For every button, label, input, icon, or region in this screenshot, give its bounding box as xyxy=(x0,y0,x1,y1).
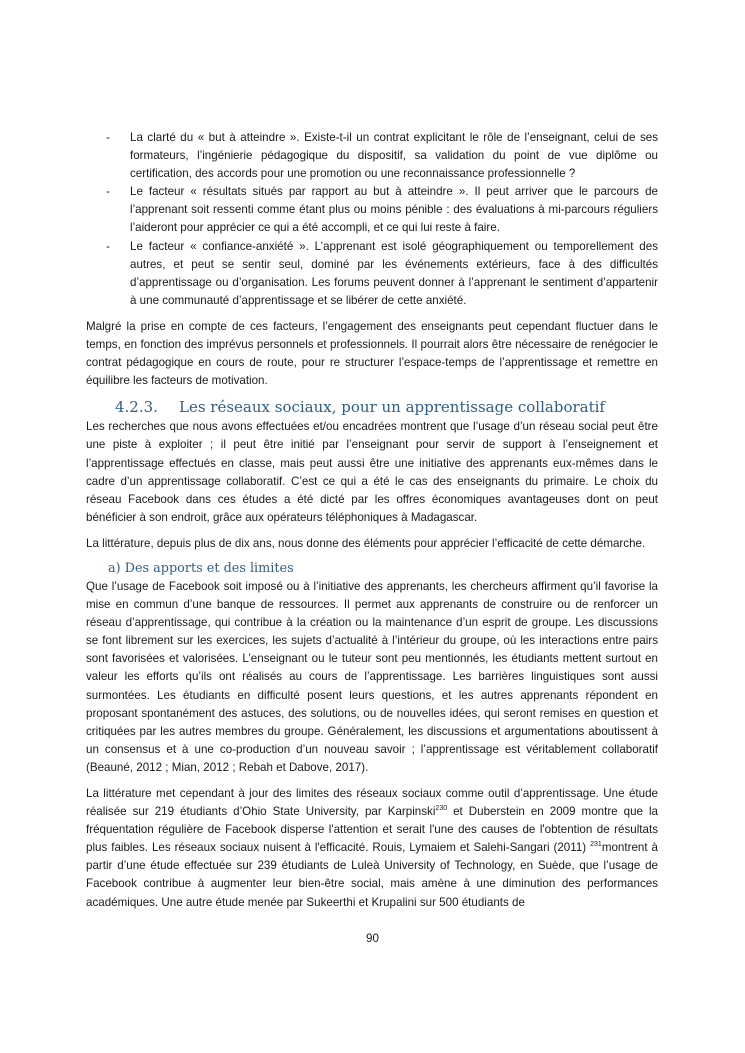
subsection-title: Des apports et des limites xyxy=(124,560,294,576)
list-item-text: Le facteur « résultats situés par rapport au but à atteindre ». Il peut arriver que le parcours de l’apprenant soit ressenti comme étant plus ou moins pénible : des évaluations à mi-parcours réguliers l’aideront pour apprécier ce qui a été accompli, et ce qui lui reste à faire. xyxy=(130,185,658,235)
bullet-marker: - xyxy=(106,185,110,199)
subsection-heading xyxy=(108,559,658,578)
list-item xyxy=(86,183,658,237)
footnote-ref: 230 xyxy=(435,805,448,813)
paragraph-litterature: La littérature, depuis plus de dix ans, nous donne des éléments pour apprécier l’efficacité de cette démarche. xyxy=(86,536,646,550)
paragraph-limites-part3: montrent à partir d’une étude effectuée sur 239 étudiants de Luleà University of Technology, en Suède, que l’usage de Facebook contribue à augmenter leur bien-être social, mais amène à une diminution des performances académiques. Une autre étude menée par Sukeerthi et Krupalini sur 500 étudiants de xyxy=(86,841,659,909)
bullet-marker: - xyxy=(106,239,110,253)
list-item-text: Le facteur « confiance-anxiété ». L’apprenant est isolé géographiquement ou temporellement des autres, et peut se sentir seul, dominé par les événements extérieurs, face à des difficultés d’apprentissage ou d’organisation. Les forums peuvent donner à l’apprenant le sentiment d’appartenir à une communauté d’apprentissage et se libérer de cette anxiété. xyxy=(130,239,658,307)
list-item-text: La clarté du « but à atteindre ». Existe-t-il un contrat explicitant le rôle de l’enseignant, celui de ses formateurs, l’ingénierie pédagogique du dispositif, sa validation du point de vue diplôme ou certification, des accords pour une promotion ou une reconnaissance professionnelle ? xyxy=(130,131,658,181)
list-item xyxy=(86,238,658,310)
paragraph-limites xyxy=(86,785,658,912)
section-number: 4.2.3. xyxy=(115,398,158,417)
paragraph-motivation: Malgré la prise en compte de ces facteurs, l’engagement des enseignants peut cependant fluctuer dans le temps, en fonction des imprévus personnels et professionnels. Il pourrait alors être nécessaire de renégocier le contrat pédagogique en cours de route, pour re structurer l’espace-temps de l’apprentissage et remettre en équilibre les facteurs de motivation. xyxy=(86,319,658,388)
list-item xyxy=(86,129,658,183)
paragraph-limites-part2: et Duberstein en 2009 montre que la fréquentation régulière de Facebook disperse l'attention et serait l'une des causes de l'obtention de résultats plus faibles. Les réseaux sociaux nuisent à l'efficacité. Rouis, Lymaiem et Salehi-Sangari (2011) xyxy=(86,805,659,855)
page-body xyxy=(86,129,658,912)
paragraph-usage: Que l’usage de Facebook soit imposé ou à l’initiative des apprenants, les chercheurs affirment qu’il favorise la mise en commun d’une banque de ressources. Il permet aux apprenants de construire ou de renforcer un réseau d’apprentissage, qui contribue à la création ou la maintenance d’un esprit de groupe. Les discussions se font librement sur les exercices, les sujets d’actualité à l’intérieur du groupe, où les interactions entre pairs sont favorisées et valorisées. L’enseignant ou le tuteur sont peu mentionnés, les étudiants mettent surtout en valeur les efforts qu’ils ont réalisés au cours de l’apprentissage. Les barrières linguistiques sont aussi surmontées. Les étudiants en difficulté posent leurs questions, et les autres apprenants répondent en proposant spontanément des astuces, des solutions, ou de nouvelles idées, qui seront remises en question et critiquées par les autres membres du groupe. Généralement, les discussions et argumentations aboutissent à un consensus et à une co-production d’un nouveau savoir ; l’apprentissage est véritablement collaboratif (Beauné, 2012 ; Mian, 2012 ; Rebah et Dabove, 2017). xyxy=(86,579,658,774)
section-heading xyxy=(86,397,658,417)
footnote-ref: 231 xyxy=(590,841,602,849)
subsection-label: a) xyxy=(108,560,121,576)
motivation-factor-list xyxy=(86,129,658,310)
paragraph-limites-part1: La littérature met cependant à jour des limites des réseaux sociaux comme outil d’apprentissage. Une étude réalisée sur 219 étudiants d’Ohio State University, par Karpinski xyxy=(86,787,658,819)
section-title: Les réseaux sociaux, pour un apprentissage collaboratif xyxy=(179,398,605,417)
page-number: 90 xyxy=(366,932,379,945)
paragraph-recherches: Les recherches que nous avons effectuées et/ou encadrées montrent que l’usage d’un réseau social peut être une piste à exploiter ; il peut être initié par l’enseignant pour servir de support à l’enseignement et l’apprentissage effectués en classe, mais peut aussi être une initiative des apprenants eux-mêmes dans le cadre d’un apprentissage collaboratif. C’est ce qui a été le cas des enseignants du primaire. Le choix du réseau Facebook dans ces études a été dicté par les offres économiques avantageuses dont on peut bénéficier à son endroit, grâce aux opérateurs téléphoniques à Madagascar. xyxy=(86,420,658,524)
bullet-marker: - xyxy=(106,131,110,144)
